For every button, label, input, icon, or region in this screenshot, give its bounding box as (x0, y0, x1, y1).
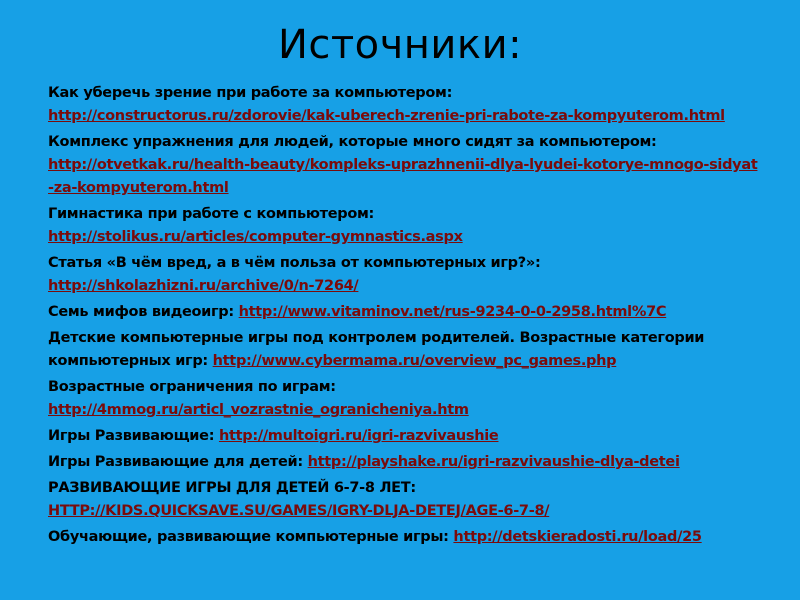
source-link[interactable]: http://4mmog.ru/articl_vozrastnie_ogranicheniya.htm (48, 402, 469, 418)
source-item (48, 327, 760, 373)
page-title: Источники: (277, 22, 523, 68)
source-label: Обучающие, развивающие компьютерные игры: (48, 529, 449, 545)
source-link[interactable]: http://otvetkak.ru/health-beauty/kompleks-uprazhnenii-dlya-lyudei-kotorye-mnogo-sidyat-za-kompyuterom.html (48, 157, 758, 196)
source-label: Игры Развивающие: (48, 428, 215, 444)
source-item (48, 526, 760, 549)
source-item (48, 451, 760, 474)
source-label: Детские компьютерные игры под контролем родителей. Возрастные категории компьютерных игр: (48, 330, 705, 369)
source-item (48, 252, 760, 298)
source-item (48, 131, 760, 200)
source-link[interactable]: http://multoigri.ru/igri-razvivaushie (218, 428, 499, 444)
source-link[interactable]: http://detskieradosti.ru/load/25 (453, 529, 702, 545)
source-label: Гимнастика при работе с компьютером: (48, 206, 375, 222)
source-label: Статья «В чём вред, а в чём польза от компьютерных игр?»: (48, 255, 541, 271)
source-link[interactable]: http://shkolazhizni.ru/archive/0/n-7264/ (48, 278, 359, 294)
source-link[interactable]: HTTP://KIDS.QUICKSAVE.SU/GAMES/IGRY-DLJA-DETEJ/AGE-6-7-8/ (48, 503, 550, 519)
source-item (48, 82, 760, 128)
source-item (48, 301, 760, 324)
source-label: Как уберечь зрение при работе за компьютером: (48, 85, 453, 101)
source-item (48, 425, 760, 448)
source-item (48, 477, 760, 523)
source-item (48, 376, 760, 422)
source-label: Возрастные ограничения по играм: (48, 379, 336, 395)
source-link[interactable]: http://www.cybermama.ru/overview_pc_games.php (212, 353, 617, 369)
source-label: Комплекс упражнения для людей, которые много сидят за компьютером: (48, 134, 657, 150)
source-label: Семь мифов видеоигр: (48, 304, 234, 320)
source-link[interactable]: http://stolikus.ru/articles/computer-gymnastics.aspx (48, 229, 463, 245)
source-label: Игры Развивающие для детей: (48, 454, 303, 470)
source-link[interactable]: http://www.vitaminov.net/rus-9234-0-0-2958.html%7C (238, 304, 667, 320)
source-link[interactable]: http://playshake.ru/igri-razvivaushie-dlya-detei (307, 454, 680, 470)
source-label: РАЗВИВАЮЩИЕ ИГРЫ ДЛЯ ДЕТЕЙ 6-7-8 ЛЕТ: (48, 480, 416, 496)
source-link[interactable]: http://constructorus.ru/zdorovie/kak-uberech-zrenie-pri-rabote-za-kompyuterom.html (48, 108, 725, 124)
source-item (48, 203, 760, 249)
sources-list (48, 82, 760, 552)
